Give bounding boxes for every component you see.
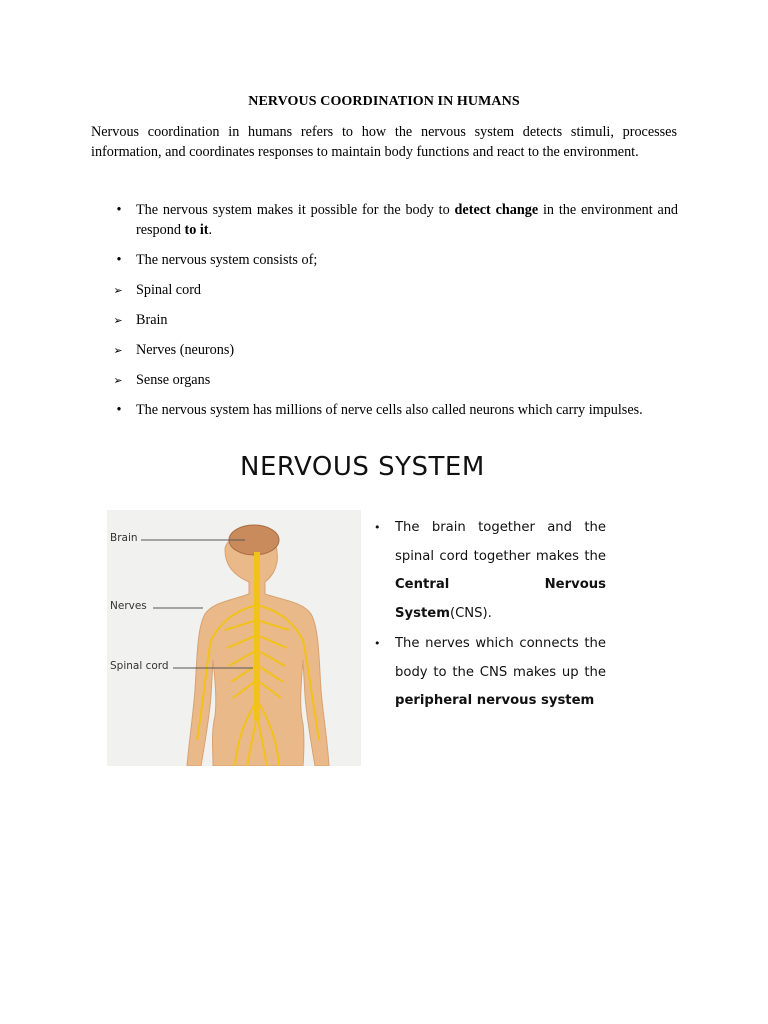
side-text-bold: Central Nervous System	[395, 577, 606, 621]
bullet-list	[110, 200, 678, 430]
brain-label: Brain	[110, 532, 138, 544]
list-text-bold: detect change	[454, 202, 539, 218]
list-text: in the environment and respond	[136, 202, 679, 238]
bullet-marker: •	[374, 637, 381, 650]
arrow-bullet-icon: ➢	[113, 344, 123, 357]
nervous-system-illustration	[107, 510, 361, 766]
list-text: The nervous system makes it possible for the body to	[136, 202, 455, 218]
list-item	[110, 250, 678, 270]
side-text: The brain together and the spinal cord together makes the	[395, 520, 606, 564]
bullet-marker: •	[374, 521, 381, 534]
list-text: Spinal cord	[136, 282, 202, 298]
side-text: (CNS).	[449, 605, 492, 621]
list-text: The nervous system has millions of nerve cells also called neurons which carry impulses.	[136, 402, 643, 418]
side-point	[374, 630, 606, 716]
side-point	[374, 514, 606, 628]
list-item	[110, 310, 678, 330]
intro-paragraph: Nervous coordination in humans refers to how the nervous system detects stimuli, processes information, and coordinates responses to maintain body functions and react to the environment.	[91, 124, 677, 160]
list-text: .	[208, 222, 213, 238]
list-item	[110, 200, 678, 240]
list-item	[110, 280, 678, 300]
list-text: The nervous system consists of;	[136, 252, 318, 268]
document-title: NERVOUS COORDINATION IN HUMANS	[248, 94, 520, 109]
bullet-marker: •	[116, 252, 122, 268]
bullet-marker: •	[116, 402, 122, 418]
list-text: Sense organs	[136, 372, 211, 388]
arrow-bullet-icon: ➢	[113, 314, 123, 327]
list-text: Nerves (neurons)	[136, 342, 235, 358]
figure-heading: NERVOUS SYSTEM	[240, 452, 485, 482]
spinal-cord-label: Spinal cord	[110, 660, 169, 672]
side-text-bold: peripheral nervous system	[395, 693, 595, 708]
list-item	[110, 340, 678, 360]
bullet-marker: •	[116, 202, 122, 218]
list-text: Brain	[136, 312, 168, 328]
nerves-label: Nerves	[110, 600, 147, 612]
arrow-bullet-icon: ➢	[113, 284, 123, 297]
figure-side-points	[374, 514, 606, 718]
human-body-diagram	[107, 510, 361, 766]
arrow-bullet-icon: ➢	[113, 374, 123, 387]
list-item	[110, 400, 678, 420]
list-text-bold: to it	[184, 222, 209, 238]
list-item	[110, 370, 678, 390]
side-text: The nerves which connects the body to the CNS makes up the	[395, 636, 606, 680]
